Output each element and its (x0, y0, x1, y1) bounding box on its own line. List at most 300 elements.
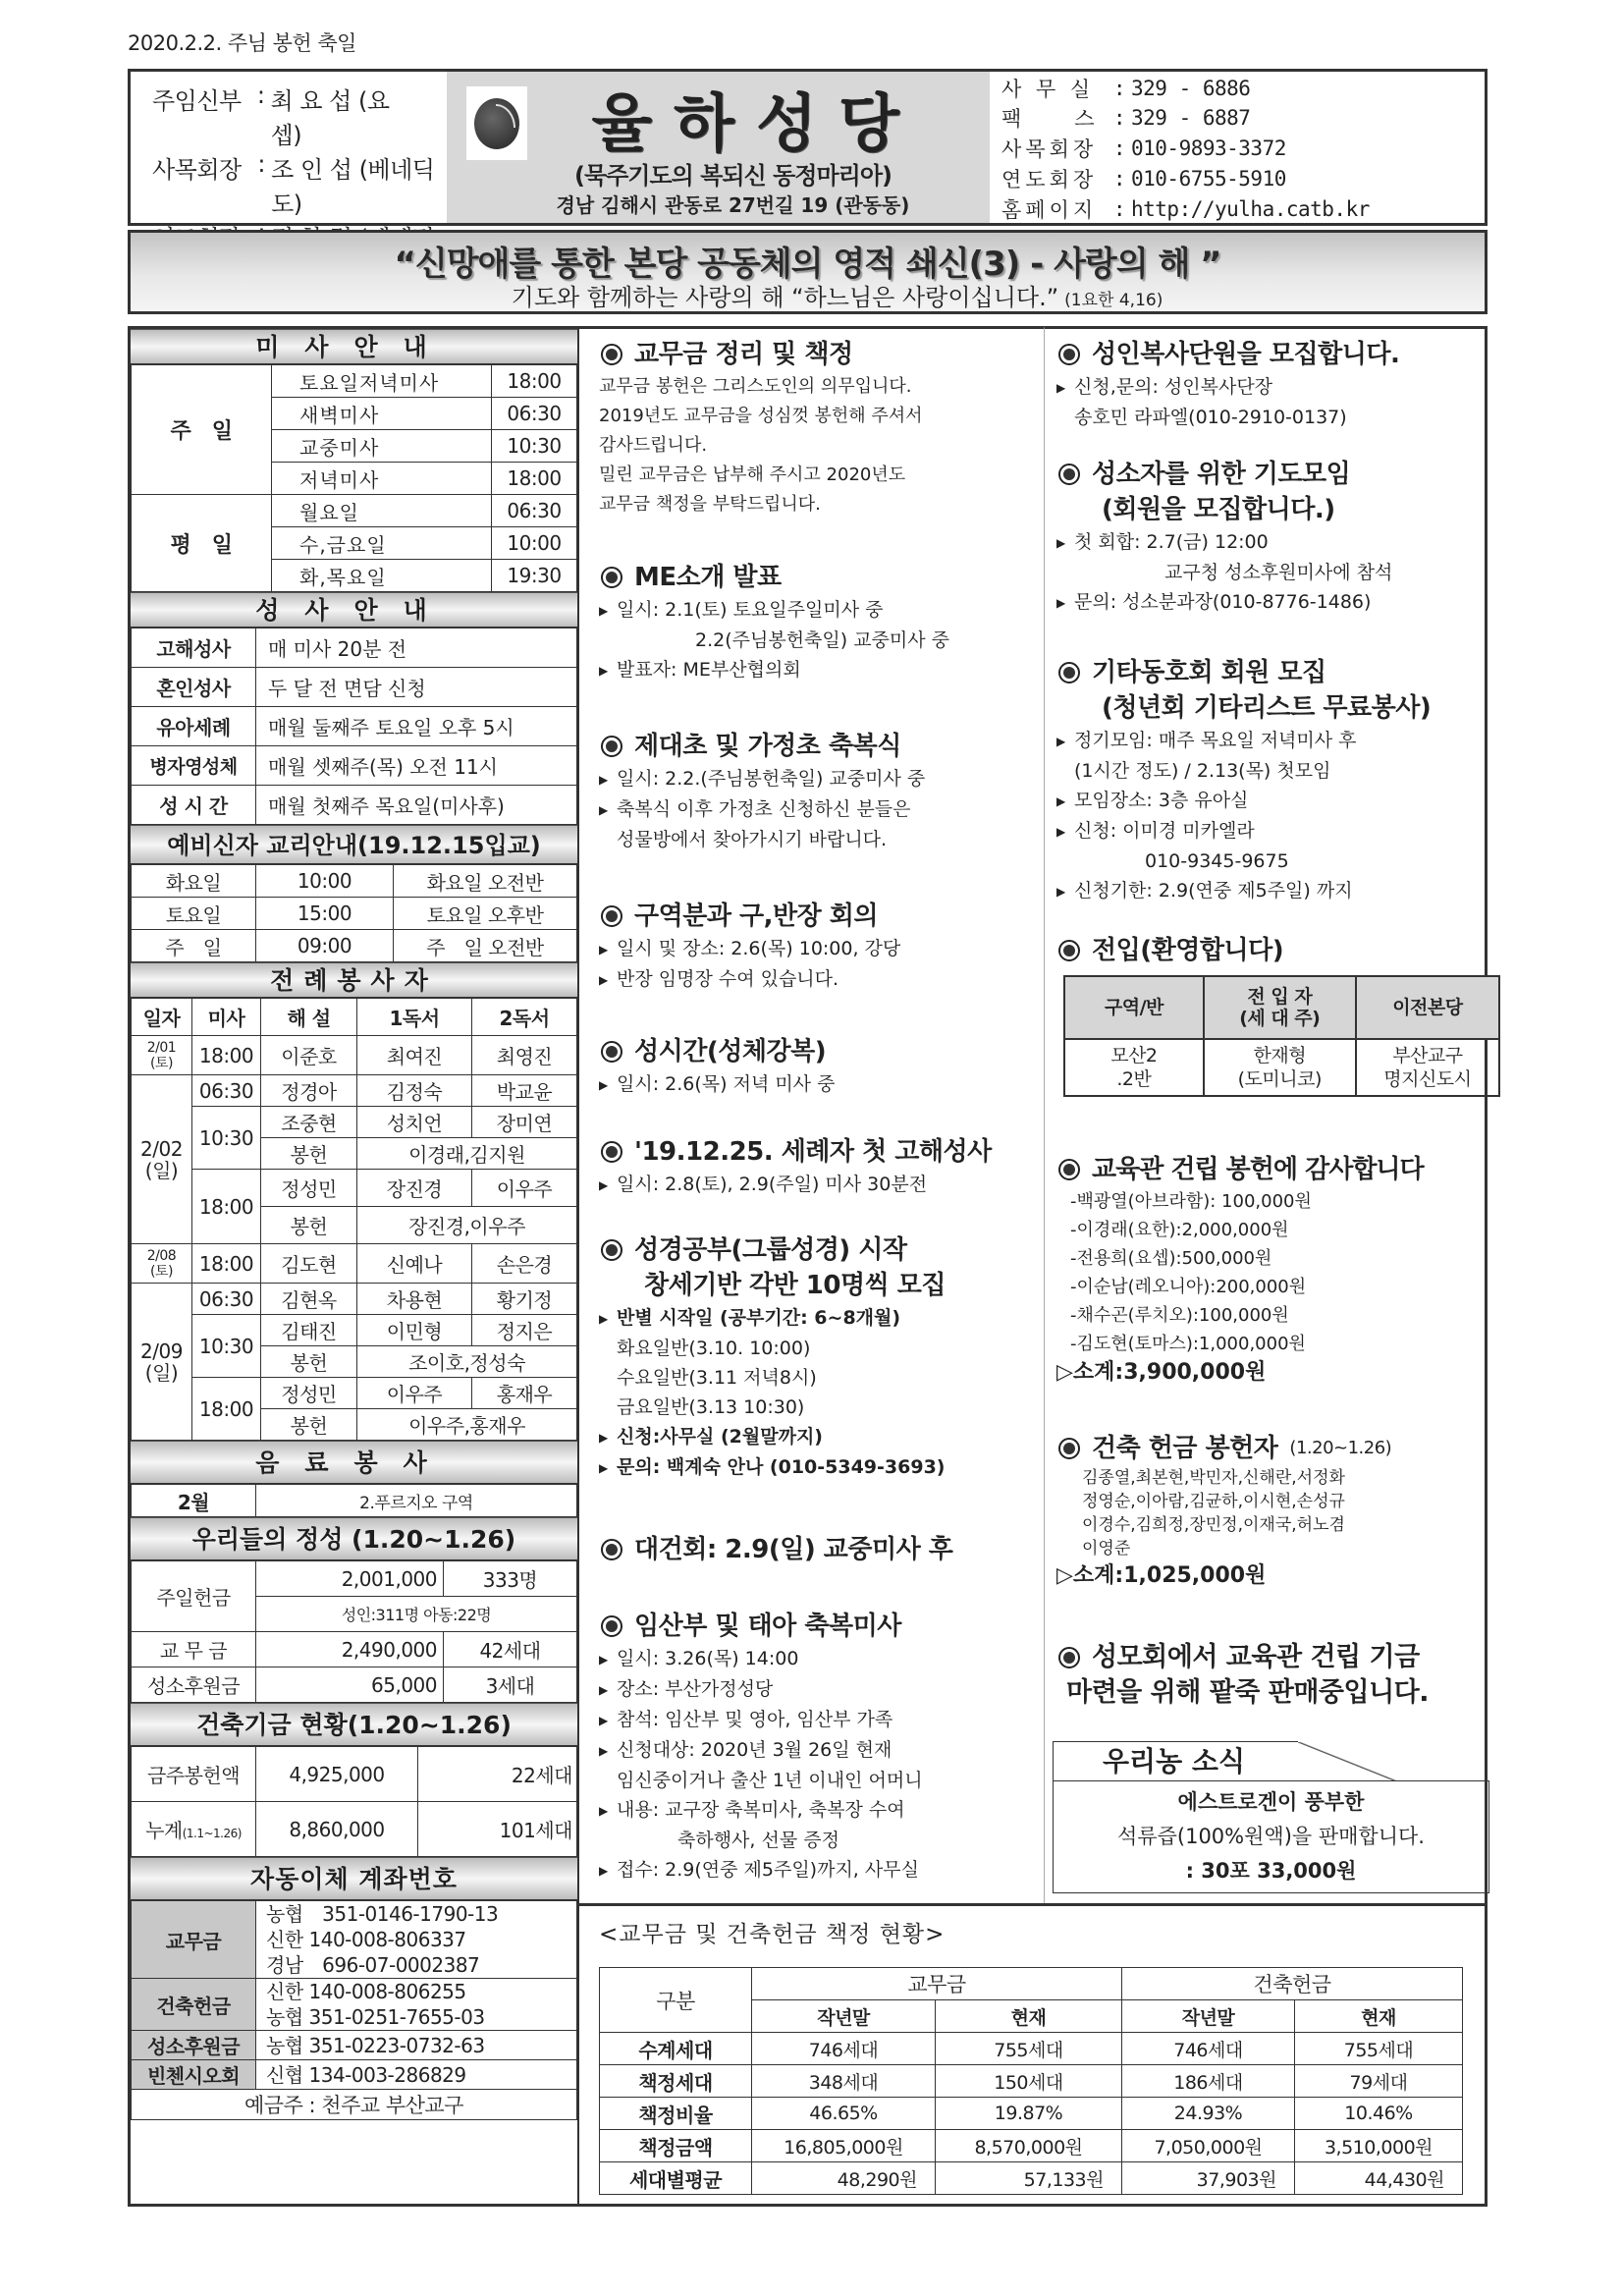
date-line: 2020.2.2. 주님 봉헌 축일 (128, 31, 356, 55)
notice-title-line2: 마련을 위해 팥죽 판매중입니다. (1066, 1677, 1430, 1708)
contact-row: 사목회장 : 010-9893-3372 (1001, 135, 1485, 163)
notice-item: 내용: 교구장 축복미사, 축복장 수여 (617, 1799, 905, 1821)
radio-bullet-icon (1058, 940, 1080, 961)
cell: 48,290원 (752, 2162, 936, 2195)
reader-2: 황기정 (472, 1284, 577, 1315)
sacrament-desc: 두 달 전 면담 신청 (256, 668, 577, 707)
notice-title: 구역분과 구,반장 회의 (634, 902, 879, 931)
row-header: 책정세대 (600, 2065, 752, 2098)
class-time: 15:00 (256, 898, 394, 930)
triangle-bullet-icon: ▶ (599, 1714, 609, 1727)
motto-subtitle (131, 278, 1485, 312)
reader-2: 이우주 (472, 1170, 577, 1207)
notice-item: 축복식 이후 가정초 신청하신 분들은 (617, 798, 911, 820)
table-row (132, 365, 577, 398)
church-subtitle: (묵주기도의 복되신 동정마리아) (573, 162, 893, 190)
service-month: 2월 (132, 1485, 256, 1517)
table-row (600, 2162, 1463, 2195)
triangle-bullet-icon: ▶ (599, 1078, 609, 1092)
contact-label: 사목회장 (1001, 137, 1098, 161)
offering-servers: 이경래,김지원 (357, 1138, 577, 1170)
bulletin-header (128, 69, 1488, 226)
commentator: 이준호 (261, 1036, 357, 1075)
column-header: 1독서 (357, 999, 472, 1036)
mass-name: 월요일 (272, 495, 492, 527)
mass-time: 18:00 (192, 1036, 261, 1075)
area-cell: 모산2 .2반 (1064, 1039, 1204, 1096)
mass-time: 06:30 (192, 1075, 261, 1107)
offering-label: 봉헌 (261, 1346, 357, 1378)
table-header-row (1064, 976, 1499, 1039)
woori-line: : 30포 33,000원 (1185, 1859, 1357, 1883)
date-cell: 2/02 (일) (132, 1075, 192, 1244)
account-number: 신한 140-008-806337 (266, 1928, 466, 1951)
cell: 746세대 (752, 2033, 936, 2065)
triangle-bullet-icon: ▶ (599, 664, 609, 678)
offerings-heading: 우리들의 정성 (1.20~1.26) (131, 1517, 577, 1560)
mass-time: 10:30 (192, 1107, 261, 1170)
donor-item: -전용희(요셉):500,000원 (1070, 1248, 1272, 1269)
offering-amount: 65,000 (256, 1667, 444, 1703)
cell: 150세대 (936, 2065, 1122, 2098)
staff-row: 주임신부 : 최 요 섭 (요 셉) (152, 82, 447, 150)
reader-1: 이민형 (357, 1315, 472, 1346)
triangle-bullet-icon: ▶ (1056, 381, 1066, 395)
notice-item: 2.2(주님봉헌축일) 교중미사 중 (695, 629, 950, 651)
account-numbers (256, 1979, 577, 2031)
cell: 57,133원 (936, 2162, 1122, 2195)
table-row (132, 1901, 577, 1979)
row-header: 세대별평균 (600, 2162, 752, 2195)
triangle-bullet-icon: ▶ (599, 1431, 609, 1445)
building-fund-heading: 건축기금 현황(1.20~1.26) (131, 1703, 577, 1746)
notice-title: 교무금 정리 및 책정 (634, 340, 853, 369)
table-row (132, 2031, 577, 2060)
fund-amount: 4,925,000 (256, 1747, 418, 1802)
offering-label: 성소후원금 (132, 1667, 256, 1703)
cell: 19.87% (936, 2098, 1122, 2130)
catechumen-heading: 예비신자 교리안내(19.12.15입교) (131, 825, 577, 864)
sacrament-desc: 매월 셋째주(목) 오전 11시 (256, 746, 577, 786)
notice-item: 정기모임: 매주 목요일 저녁미사 후 (1074, 730, 1357, 751)
donor-item: -김도현(토마스):1,000,000원 (1070, 1334, 1306, 1354)
column-header: 현재 (936, 2000, 1122, 2033)
notice-item: 일시: 2.2.(주님봉헌축일) 교중미사 중 (617, 768, 926, 790)
cell: 46.65% (752, 2098, 936, 2130)
right-column (1045, 326, 1488, 1904)
notice-item: 신청: 이미경 미카엘라 (1074, 820, 1255, 842)
notice-vocation-prayer (1056, 457, 1479, 618)
notice-title-line2: (청년회 기타리스트 무료봉사) (1102, 693, 1432, 723)
radio-bullet-icon (601, 736, 622, 757)
triangle-bullet-icon: ▶ (1056, 885, 1066, 899)
donor-item: -백광열(아브라함): 100,000원 (1070, 1191, 1312, 1212)
accounts-heading: 자동이체 계좌번호 (131, 1857, 577, 1900)
reader-1: 차용현 (357, 1284, 472, 1315)
transfer-table (1063, 975, 1500, 1097)
commentator: 김현옥 (261, 1284, 357, 1315)
motto-title: “신망애를 통한 본당 공동체의 영적 쇄신(3) - 사랑의 해 ” (394, 245, 1221, 284)
woori-news-box (1053, 1741, 1489, 1893)
triangle-bullet-icon: ▶ (599, 943, 609, 957)
notice-church-dues (599, 337, 1031, 519)
sacrament-name: 병자영성체 (132, 746, 256, 786)
notice-text: 교무금 봉헌은 그리스도인의 의무입니다. (599, 376, 912, 397)
reader-2: 정지은 (472, 1315, 577, 1346)
liturgy-servers-heading: 전례봉사자 (131, 962, 577, 998)
notice-title: ME소개 발표 (634, 563, 782, 592)
parish-cell: 부산교구 명지신도시 (1356, 1039, 1499, 1096)
table-row (132, 1107, 577, 1138)
column-header: 미사 (192, 999, 261, 1036)
table-row (132, 746, 577, 786)
commentator: 정성민 (261, 1170, 357, 1207)
mass-time: 18:00 (192, 1244, 261, 1284)
cell: 7,050,000원 (1122, 2130, 1295, 2162)
notice-candle-blessing (599, 729, 1041, 854)
cell: 746세대 (1122, 2033, 1295, 2065)
summary-title: <교무금 및 건축헌금 책정 현황> (599, 1922, 946, 1947)
offering-amount: 2,001,000 (256, 1561, 444, 1597)
summary-table (599, 1967, 1463, 2195)
notice-item: 문의: 백계숙 안나 (010-5349-3693) (617, 1456, 946, 1478)
notice-item: 일시: 2.1(토) 토요일주일미사 중 (617, 599, 884, 621)
column-header: 구역/반 (1064, 976, 1204, 1039)
notice-item: 참석: 임산부 및 영아, 임산부 가족 (617, 1709, 893, 1730)
notice-title: 임산부 및 태아 축복미사 (634, 1612, 901, 1641)
table-row (132, 1378, 577, 1409)
notice-title: 제대초 및 가정초 축복식 (634, 732, 901, 761)
table-row (132, 1284, 577, 1315)
notice-title: 성시간(성체강복) (634, 1037, 827, 1066)
notice-item: 첫 회합: 2.7(금) 12:00 (1074, 531, 1269, 553)
sacrament-desc: 매 미사 20분 전 (256, 629, 577, 668)
sacrament-name: 혼인성사 (132, 668, 256, 707)
notice-item: 접수: 2.9(연중 제5주일)까지, 사무실 (617, 1859, 919, 1881)
drink-service-table (131, 1484, 577, 1517)
column-header: 작년말 (1122, 2000, 1295, 2033)
group-header: 교무금 (752, 1968, 1122, 2000)
notice-item: 신청대상: 2020년 3월 26일 현재 (617, 1739, 893, 1761)
column-header: 현재 (1295, 2000, 1463, 2033)
bible-reference: (1요한 4,16) (1064, 291, 1163, 310)
contact-row: 홈페이지 : http://yulha.catb.kr (1001, 194, 1485, 223)
radio-bullet-icon (601, 1041, 622, 1063)
account-number: 신협 134-003-286829 (256, 2060, 577, 2090)
donor-names: 이경수,김희정,장민정,이재국,허노겸 (1082, 1515, 1345, 1535)
triangle-bullet-icon: ▶ (599, 1744, 609, 1758)
triangle-bullet-icon: ▶ (1056, 825, 1066, 839)
mass-time: 10:30 (492, 430, 577, 463)
notice-title: 성소자를 위한 기도모임 (1092, 460, 1351, 489)
mass-day-label: 평 일 (132, 495, 272, 592)
radio-bullet-icon (601, 1141, 622, 1163)
notice-first-confession (599, 1134, 1041, 1200)
table-header-row (600, 1968, 1463, 2000)
table-row (132, 629, 577, 668)
donor-names: 정영순,이아람,김균하,이시현,손성규 (1082, 1492, 1345, 1511)
radio-bullet-icon (601, 1239, 622, 1261)
table-row (132, 1747, 577, 1802)
notice-item: 장소: 부산가정성당 (617, 1678, 774, 1700)
table-row (132, 668, 577, 707)
contact-row: 사 무 실 : 329 - 6886 (1001, 74, 1485, 102)
summary-section (577, 1903, 1488, 2207)
column-header: 일자 (132, 999, 192, 1036)
date-cell: 2/09 (일) (132, 1284, 192, 1441)
mass-name: 새벽미사 (272, 398, 492, 430)
contact-list (990, 72, 1485, 223)
mass-time: 19:30 (492, 560, 577, 592)
mass-time: 18:00 (192, 1378, 261, 1441)
contact-value: 329 - 6886 (1131, 76, 1251, 100)
table-row (132, 1979, 577, 2031)
motto-banner (128, 230, 1488, 314)
homepage-link[interactable]: http://yulha.catb.kr (1131, 196, 1370, 221)
offering-count: 333명 (444, 1561, 577, 1597)
mass-time: 18:00 (192, 1170, 261, 1244)
notice-altar-servers (1056, 337, 1479, 432)
notice-title: '19.12.25. 세례자 첫 고해성사 (634, 1137, 992, 1167)
fund-count: 22세대 (418, 1747, 577, 1802)
notice-title-line2: (회원을 모집합니다.) (1102, 495, 1335, 524)
class-time: 09:00 (256, 930, 394, 962)
notice-education-thanks (1056, 1152, 1488, 1388)
radio-bullet-icon (601, 344, 622, 365)
sacrament-guide-heading: 성사안내 (131, 592, 577, 628)
class-time: 10:00 (256, 865, 394, 898)
notice-title: 건축 헌금 봉헌자 (1092, 1434, 1278, 1463)
reader-1: 이우주 (357, 1378, 472, 1409)
notice-pregnancy-blessing (599, 1609, 1041, 1886)
middle-column (577, 326, 1045, 1904)
notice-item: 금요일반(3.13 10:30) (617, 1396, 805, 1418)
notice-transfer-in (1056, 933, 1488, 968)
donor-names: 김종열,최본현,박민자,신해란,서정화 (1082, 1468, 1345, 1488)
notice-text: 밀린 교무금은 납부해 주시고 2020년도 (599, 465, 906, 485)
date-range: (1.20~1.26) (1289, 1438, 1392, 1458)
notice-red-bean-sale (1056, 1640, 1488, 1711)
offering-label: 봉헌 (261, 1138, 357, 1170)
contact-label: 사 무 실 (1001, 77, 1095, 101)
reader-1: 김정숙 (357, 1075, 472, 1107)
sacrament-name: 유아세례 (132, 707, 256, 746)
liturgy-servers-table (131, 998, 577, 1441)
contact-label: 팩 스 (1001, 107, 1099, 132)
sacrament-table (131, 628, 577, 825)
subtotal: ▷소계:3,900,000원 (1056, 1360, 1267, 1385)
offering-servers: 이우주,홍재우 (357, 1409, 577, 1441)
sacrament-name: 성 시 간 (132, 786, 256, 825)
mass-name: 화,목요일 (272, 560, 492, 592)
offering-count: 3세대 (444, 1667, 577, 1703)
triangle-bullet-icon: ▶ (599, 1653, 609, 1667)
notice-me-presentation (599, 560, 1031, 685)
mass-name: 교중미사 (272, 430, 492, 463)
staff-row: 사목회장 : 조 인 섭 (베네딕도) (152, 150, 447, 219)
column-header: 2독서 (472, 999, 577, 1036)
fund-label: 금주봉헌액 (132, 1747, 256, 1802)
offering-label: 주일헌금 (132, 1561, 256, 1632)
cell: 44,430원 (1295, 2162, 1463, 2195)
sacrament-desc: 매월 둘째주 토요일 오후 5시 (256, 707, 577, 746)
reader-2: 장미연 (472, 1107, 577, 1138)
table-row (600, 2130, 1463, 2162)
sacrament-name: 고해성사 (132, 629, 256, 668)
notice-item: 신청:사무실 (2월말까지) (617, 1426, 823, 1448)
notice-title: 전입(환영합니다) (1092, 936, 1284, 965)
triangle-bullet-icon: ▶ (1056, 536, 1066, 550)
triangle-bullet-icon: ▶ (599, 803, 609, 817)
class-day: 주 일 (132, 930, 256, 962)
mass-time: 10:00 (492, 527, 577, 560)
account-number: 신한 140-008-806255 (266, 1980, 466, 2003)
offering-label: 봉헌 (261, 1207, 357, 1244)
contact-row: 팩 스 : 329 - 6887 (1001, 104, 1485, 133)
notice-item: 임신중이거나 출산 1년 이내인 어머니 (617, 1770, 923, 1791)
cell: 8,570,000원 (936, 2130, 1122, 2162)
table-row (132, 1802, 577, 1857)
notice-item: 010-9345-9675 (1145, 850, 1289, 872)
reader-2: 손은경 (472, 1244, 577, 1284)
donor-item: -채수곤(루치오):100,000원 (1070, 1305, 1289, 1326)
account-numbers (256, 1901, 577, 1979)
reader-1: 성치언 (357, 1107, 472, 1138)
mass-name: 토요일저녁미사 (272, 365, 492, 398)
row-header: 책정비율 (600, 2098, 752, 2130)
radio-bullet-icon (601, 905, 622, 927)
row-header: 수계세대 (600, 2033, 752, 2065)
offering-label: 교 무 금 (132, 1632, 256, 1667)
contact-value: 010-6755-5910 (1131, 166, 1286, 191)
triangle-bullet-icon: ▶ (599, 973, 609, 987)
account-number: 농협 351-0251-7655-03 (266, 2005, 485, 2029)
column-header: 전 입 자 (세 대 주) (1204, 976, 1356, 1039)
notice-item: 문의: 성소분과장(010-8776-1486) (1074, 591, 1372, 613)
service-team: 2.푸르지오 구역 (256, 1485, 577, 1517)
staff-label: 사목회장 (152, 156, 242, 184)
church-address: 경남 김해시 관동로 27번길 19 (관동동) (556, 193, 910, 217)
class-name: 토요일 오후반 (394, 898, 577, 930)
fund-amount: 8,860,000 (256, 1802, 418, 1857)
notice-title: 대건회: 2.9(일) 교중미사 후 (634, 1535, 953, 1564)
notice-item: 일시: 2.6(목) 저녁 미사 중 (617, 1073, 836, 1095)
name-cell: 한재형 (도미니코) (1204, 1039, 1356, 1096)
notice-item: 일시: 3.26(목) 14:00 (617, 1648, 799, 1669)
fund-count: 101세대 (418, 1802, 577, 1857)
account-category: 교무금 (132, 1901, 256, 1979)
offering-servers: 조이호,정성숙 (357, 1346, 577, 1378)
woori-line: 석류즙(100%원액)을 판매합니다. (1117, 1825, 1425, 1848)
reader-2: 최영진 (472, 1036, 577, 1075)
notice-title-line2: 창세기반 각반 10명씩 모집 (644, 1271, 946, 1300)
triangle-bullet-icon: ▶ (599, 1864, 609, 1878)
offering-amount: 2,490,000 (256, 1632, 444, 1667)
column-header: 구분 (600, 1968, 752, 2033)
table-row (132, 865, 577, 898)
notice-item: 신청기한: 2.9(연중 제5주일) 까지 (1074, 880, 1353, 902)
contact-value: 329 - 6887 (1131, 106, 1251, 131)
triangle-bullet-icon: ▶ (599, 1312, 609, 1326)
left-column (128, 326, 579, 2207)
staff-label: 주임신부 (152, 87, 242, 115)
notice-guitar-club (1056, 655, 1488, 906)
cell: 16,805,000원 (752, 2130, 936, 2162)
cell: 10.46% (1295, 2098, 1463, 2130)
notice-item: 화요일반(3.10. 10:00) (617, 1338, 811, 1359)
notice-text: 교무금 책정을 부탁드립니다. (599, 494, 821, 515)
notice-item: 일시: 2.8(토), 2.9(주일) 미사 30분전 (617, 1174, 928, 1195)
account-number: 농협 351-0223-0732-63 (256, 2031, 577, 2060)
reader-2: 홍재우 (472, 1378, 577, 1409)
notice-title: 성인복사단원을 모집합니다. (1092, 340, 1400, 369)
attendance-breakdown: 성인:311명 아동:22명 (256, 1597, 577, 1632)
offering-servers: 장진경,이우주 (357, 1207, 577, 1244)
staff-name: 조 인 섭 (베네딕도) (271, 156, 435, 218)
account-category: 건축헌금 (132, 1979, 256, 2031)
commentator: 정성민 (261, 1378, 357, 1409)
account-category: 빈첸시오회 (132, 2060, 256, 2090)
contact-row: 연도회장 : 010-6755-5910 (1001, 164, 1485, 192)
staff-name: 최 요 섭 (요 셉) (270, 87, 436, 149)
class-day: 토요일 (132, 898, 256, 930)
cell: 186세대 (1122, 2065, 1295, 2098)
staff-list (131, 72, 447, 223)
offering-count: 42세대 (444, 1632, 577, 1667)
church-name: 율하성당 (591, 88, 921, 161)
column-header: 이전본당 (1356, 976, 1499, 1039)
radio-bullet-icon (1058, 1647, 1080, 1668)
notice-item: 반장 임명장 수여 있습니다. (617, 968, 839, 990)
radio-bullet-icon (1058, 1438, 1080, 1459)
table-row (132, 495, 577, 527)
account-category: 성소후원금 (132, 2031, 256, 2060)
mass-schedule-table (131, 364, 577, 592)
sacrament-desc: 매월 첫째주 목요일(미사후) (256, 786, 577, 825)
table-row (132, 707, 577, 746)
column-header: 해 설 (261, 999, 357, 1036)
cell: 755세대 (1295, 2033, 1463, 2065)
mass-time: 10:30 (192, 1315, 261, 1378)
offering-label: 봉헌 (261, 1409, 357, 1441)
notice-building-donors (1056, 1431, 1488, 1592)
table-row (132, 898, 577, 930)
row-header: 책정금액 (600, 2130, 752, 2162)
triangle-bullet-icon: ▶ (1056, 735, 1066, 748)
subtotal: ▷소계:1,025,000원 (1056, 1563, 1267, 1588)
cell: 24.93% (1122, 2098, 1295, 2130)
commentator: 김도현 (261, 1244, 357, 1284)
table-row (132, 1315, 577, 1346)
mass-name: 수,금요일 (272, 527, 492, 560)
commentator: 김태진 (261, 1315, 357, 1346)
table-row (600, 2065, 1463, 2098)
triangle-bullet-icon: ▶ (599, 1804, 609, 1818)
mass-name: 저녁미사 (272, 463, 492, 495)
triangle-bullet-icon: ▶ (599, 604, 609, 618)
account-number: 경남 696-07-0002387 (266, 1953, 480, 1977)
group-header: 건축헌금 (1122, 1968, 1463, 2000)
accounts-table (131, 1900, 577, 2120)
table-row (132, 1075, 577, 1107)
radio-bullet-icon (1058, 464, 1080, 485)
notice-item: 교구청 성소후원미사에 참석 (1164, 562, 1393, 583)
notice-item: 일시 및 장소: 2.6(목) 10:00, 강당 (617, 938, 901, 959)
offerings-table (131, 1560, 577, 1703)
notice-title: 교육관 건립 봉헌에 감사합니다 (1092, 1155, 1424, 1184)
reader-1: 최여진 (357, 1036, 472, 1075)
account-holder: 예금주 : 천주교 부산교구 (132, 2090, 577, 2120)
